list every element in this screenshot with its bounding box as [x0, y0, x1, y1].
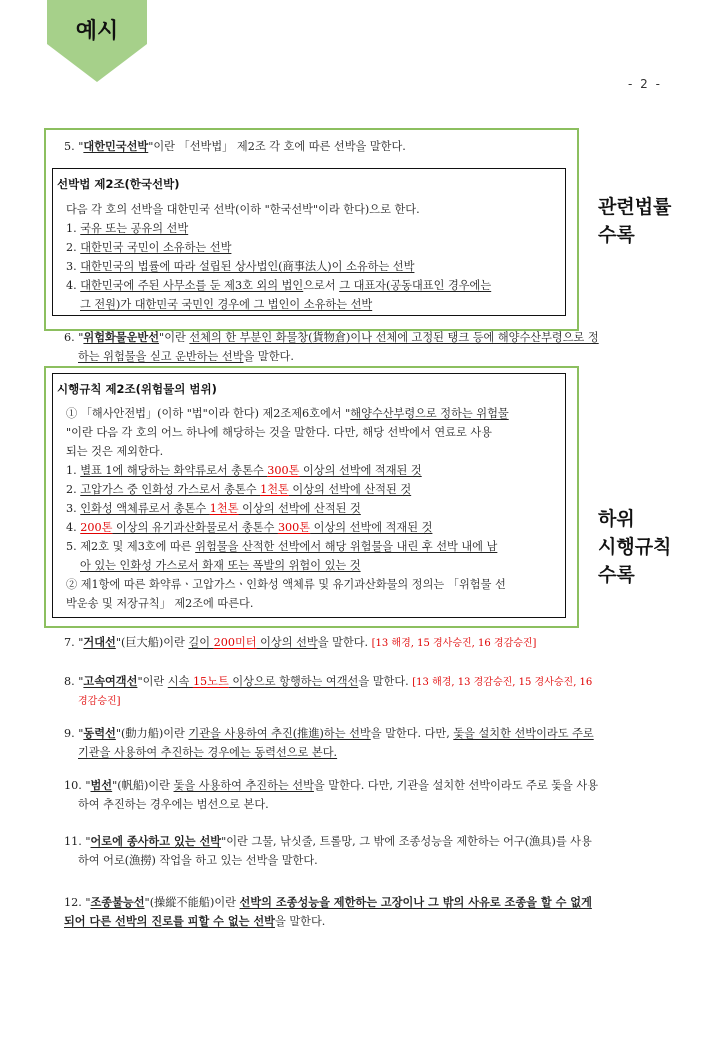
item-8-cont: 경감승진]: [78, 696, 121, 707]
law-box-title: 선박법 제2조(한국선박): [57, 177, 180, 191]
rule-item-3: 3. 인화성 액체류로서 총톤수 1천톤 이상의 선박에 산적된 것: [66, 502, 361, 515]
rule-para-2-line2: 박운송 및 저장규칙」 제2조에 따른다.: [66, 597, 254, 610]
item-9: 9. "동력선"(動力船)이란 기관을 사용하여 추진(推進)하는 선박을 말한다. 다만, 돛을 설치한 선박이라도 주로: [64, 726, 594, 740]
rule-para-1: ① 「해사안전법」(이하 "법"이라 한다) 제2조제6호에서 "해양수산부령으로 정하는 위험물: [66, 407, 509, 420]
law-item-2: 2. 대한민국 국민이 소유하는 선박: [66, 241, 232, 254]
item-12: 12. "조종불능선"(操縱不能船)이란 선박의 조종성능을 제한하는 고장이나 그 밖의 사유로 조종을 할 수 없게: [64, 895, 592, 909]
rule-item-4: 4. 200톤 이상의 유기과산화물로서 총톤수 300톤 이상의 선박에 적재된 것: [66, 521, 433, 534]
side-label-related-law: 관련법률 수록: [598, 196, 672, 246]
law-item-3: 3. 대한민국의 법률에 따라 설립된 상사법인(商事法人)이 소유하는 선박: [66, 260, 415, 273]
item-5: 5. "대한민국선박"이란 「선박법」 제2조 각 호에 따른 선박을 말한다.: [64, 139, 406, 153]
rule-item-2: 2. 고압가스 중 인화성 가스로서 총톤수 1천톤 이상의 선박에 산적된 것: [66, 483, 412, 496]
item-7: 7. "거대선"(巨大船)이란 길이 200미터 이상의 선박을 말한다. [13 해경, 15 경사승진, 16 경감승진]: [64, 635, 537, 649]
law-item-4: 4. 대한민국에 주된 사무소를 둔 제3호 외의 법인으로서 그 대표자(공동대표인 경우에는: [66, 279, 492, 292]
item-8: 8. "고속여객선"이란 시속 15노트 이상으로 항행하는 여객선을 말한다. [13 해경, 13 경감승진, 15 경사승진, 16: [64, 674, 593, 688]
item-11-cont: 하여 어로(漁撈) 작업을 하고 있는 선박을 말한다.: [78, 854, 318, 867]
item-10-cont: 하여 추진하는 경우에는 범선으로 본다.: [78, 798, 269, 811]
item-6-cont: 하는 위험물을 싣고 운반하는 선박을 말한다.: [78, 350, 294, 363]
rule-box-title: 시행규칙 제2조(위험물의 범위): [57, 382, 217, 396]
page-number: - 2 -: [628, 77, 662, 91]
rule-item-5-cont: 아 있는 인화성 가스로서 화재 또는 폭발의 위험이 있는 것: [80, 559, 361, 572]
rule-para-1-line2: "이란 다음 각 호의 어느 하나에 해당하는 것을 말한다. 다만, 해당 선박에서 연료로 사용: [66, 426, 492, 439]
tag-label: 예시: [75, 19, 119, 44]
law-item-1: 1. 국유 또는 공유의 선박: [66, 222, 189, 235]
item-11: 11. "어로에 종사하고 있는 선박"이란 그물, 낚싯줄, 트롤망, 그 밖에 조종성능을 제한하는 어구(漁具)를 사용: [64, 834, 592, 848]
rule-para-1-line3: 되는 것은 제외한다.: [66, 445, 164, 458]
law-item-4-cont: 그 전원)가 대한민국 국민인 경우에 그 법인이 소유하는 선박: [80, 298, 373, 311]
item-12-cont: 되어 다른 선박의 진로를 피할 수 없는 선박을 말한다.: [64, 914, 326, 928]
side-label-enforcement-rule: 하위 시행규칙 수록: [598, 508, 672, 586]
rule-para-2: ② 제1항에 따른 화약류ㆍ고압가스ㆍ인화성 액체류 및 유기과산화물의 정의는 「위험물 선: [66, 578, 506, 591]
law-intro: 다음 각 호의 선박을 대한민국 선박(이하 "한국선박"이라 한다)으로 한다.: [66, 203, 420, 216]
law-box-ship-act: [52, 168, 566, 316]
rule-item-1: 1. 별표 1에 해당하는 화약류로서 총톤수 300톤 이상의 선박에 적재된 것: [66, 464, 422, 477]
rule-item-5: 5. 제2호 및 제3호에 따른 위험물을 산적한 선박에서 해당 위험물을 내린 후 선박 내에 남: [66, 540, 498, 553]
example-tag: [47, 0, 147, 82]
item-9-cont: 기관을 사용하여 추진하는 경우에는 동력선으로 본다.: [78, 746, 338, 759]
rule-box-dangerous-goods: [52, 373, 566, 618]
item-6: 6. "위험화물운반선"이란 선체의 한 부분인 화물창(貨物倉)이나 선체에 고정된 탱크 등에 해양수산부령으로 정: [64, 330, 599, 344]
item-10: 10. "범선"(帆船)이란 돛을 사용하여 추진하는 선박을 말한다. 다만, 기관을 설치한 선박이라도 주로 돛을 사용: [64, 778, 599, 792]
